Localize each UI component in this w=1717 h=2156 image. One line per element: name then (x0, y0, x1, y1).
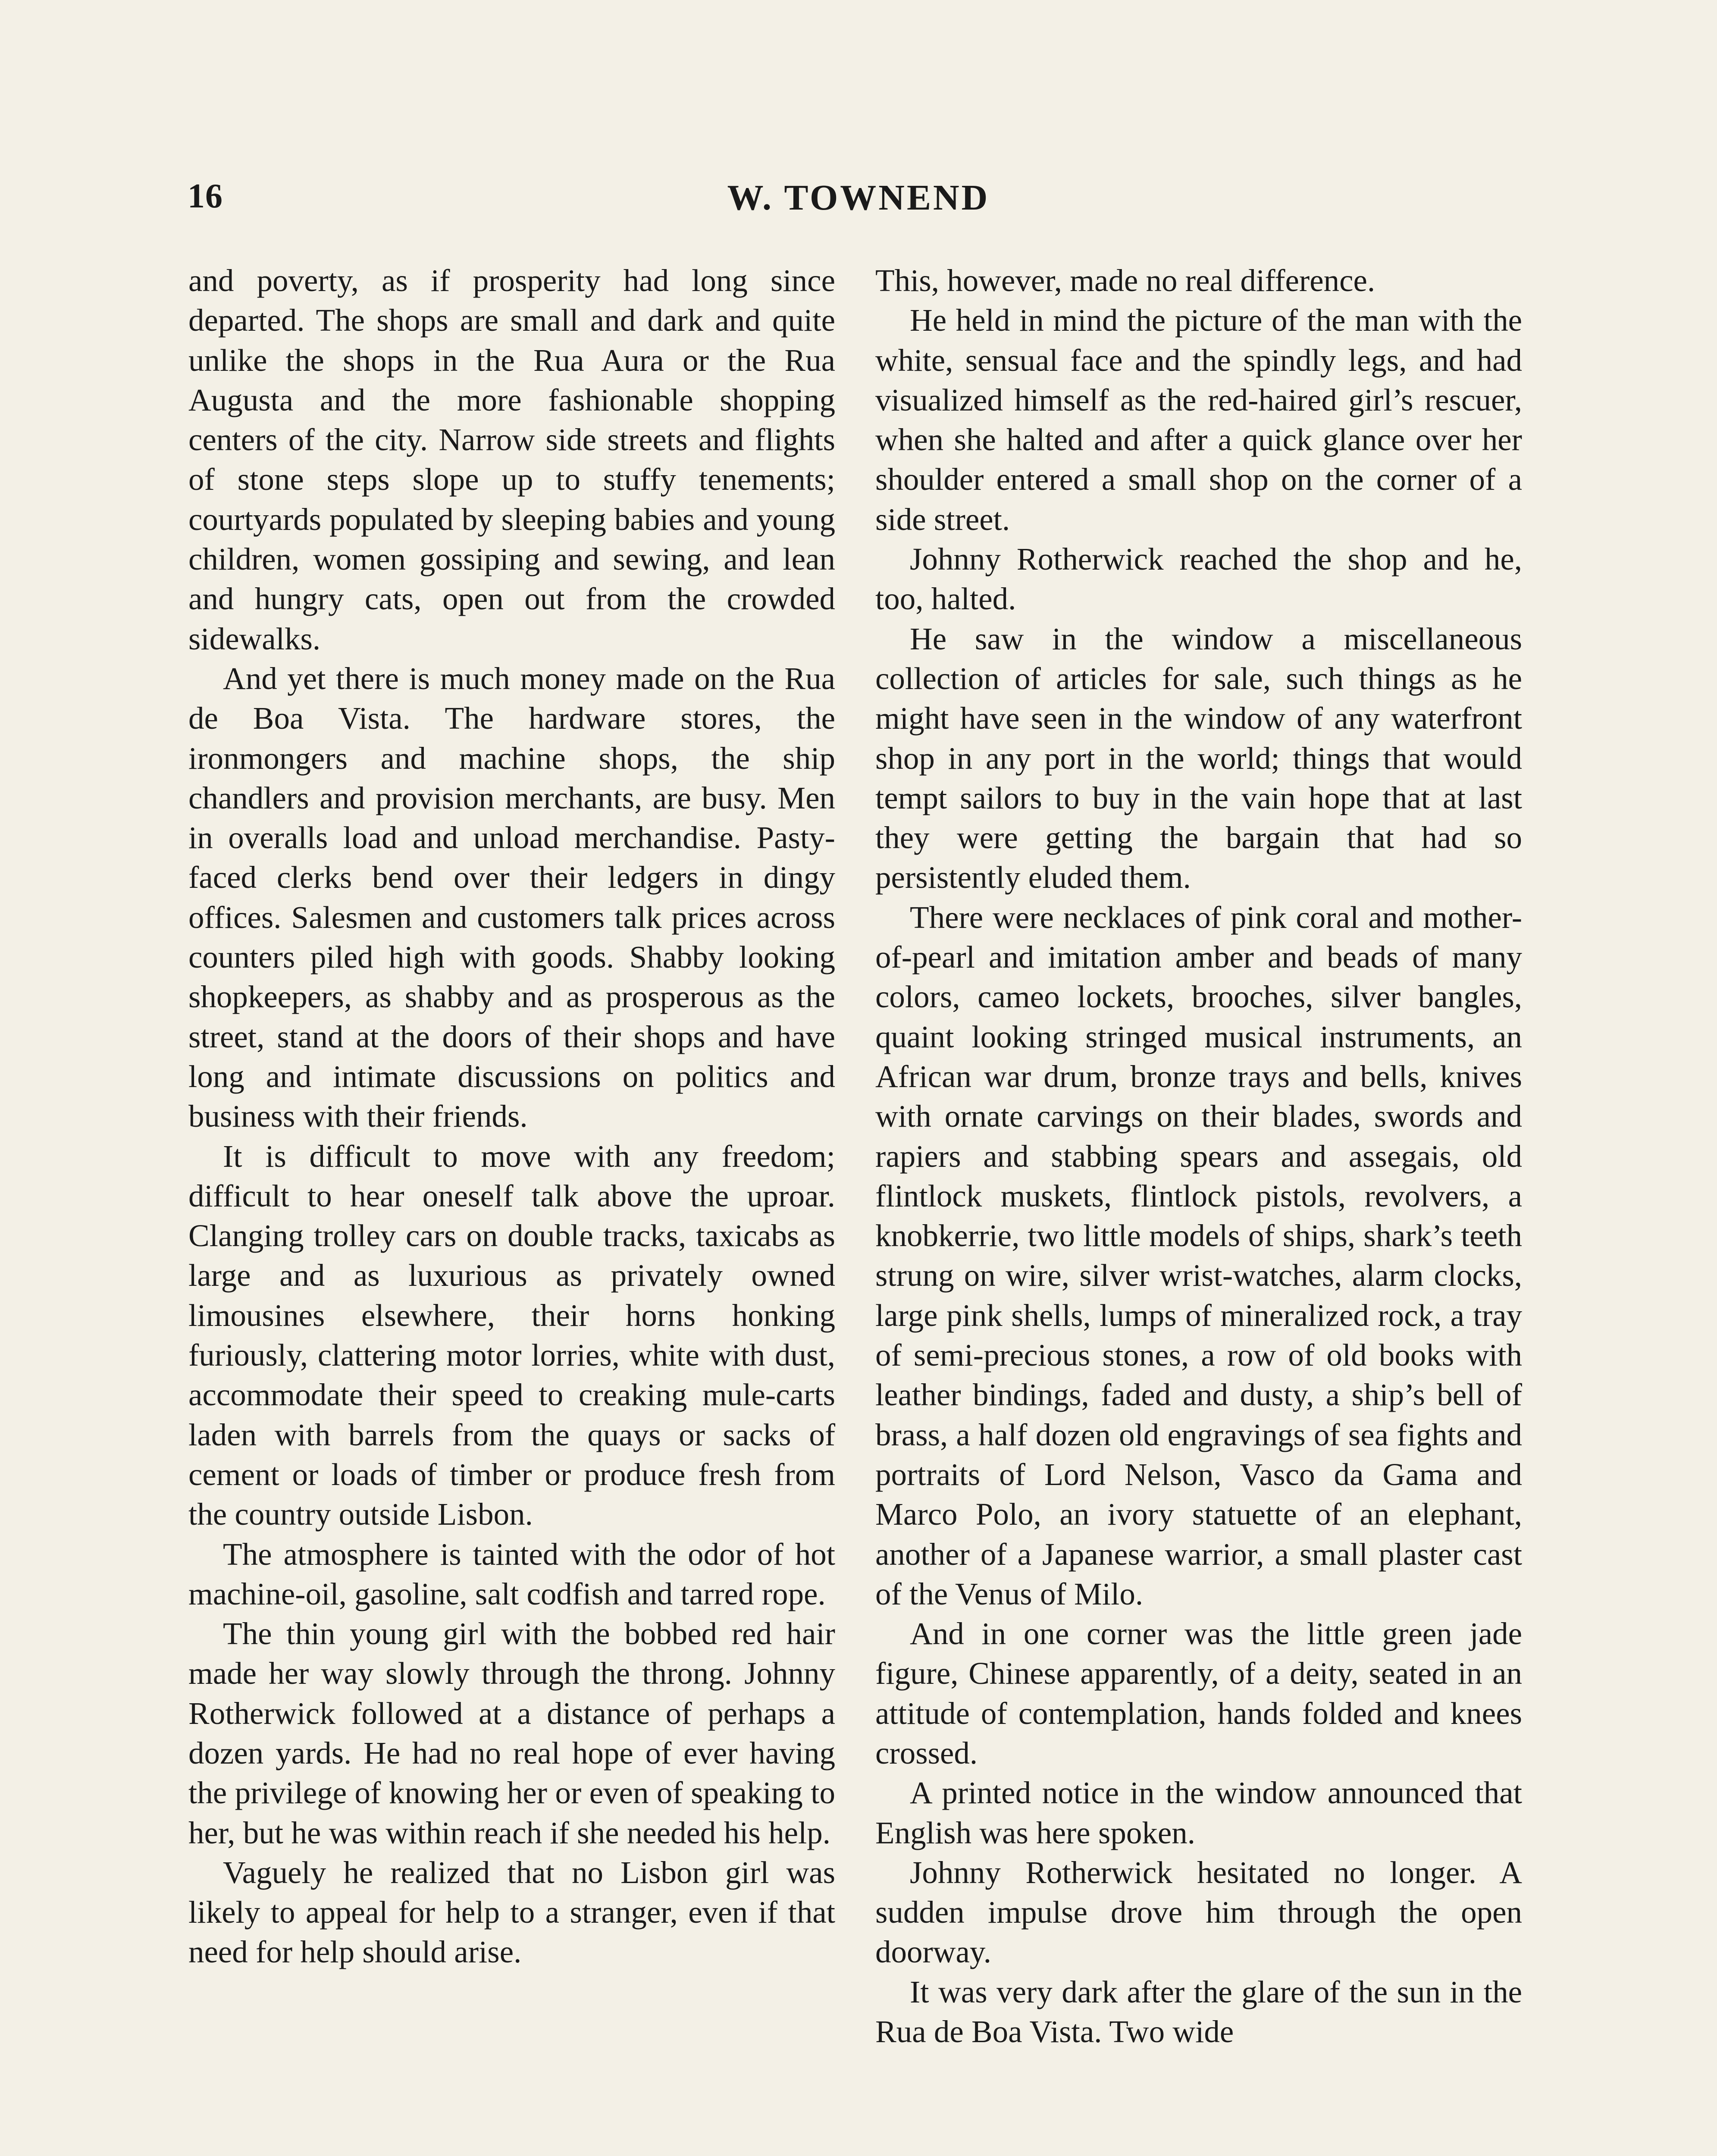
paragraph: The thin young girl with the bobbed red hair made her way slowly through the throng. Johnny Rotherwick followed at a distance of perhaps a dozen yards. He had no real hope of ever having the privilege of knowing her or even of speaking to her, but he was within reach if she needed his help. (188, 1616, 835, 1850)
paragraph: He saw in the window a miscellaneous collection of articles for sale, such things as he might have seen in the window of any waterfront shop in any port in the world; things that would tempt sailors to buy in the vain hope that at last they were getting the bargain that had so persistently eluded them. (875, 621, 1522, 895)
running-head: W. TOWNEND (727, 178, 990, 218)
paragraph: And in one corner was the little green jade figure, Chinese apparently, of a deity, seated in an attitude of contemplation, hands folded and knees crossed. (875, 1616, 1522, 1771)
paragraph: Johnny Rotherwick reached the shop and he, too, halted. (875, 542, 1522, 617)
paragraph: It is difficult to move with any freedom; difficult to hear oneself talk above the uproar. Clanging trolley cars on double tracks, taxicabs as large and as luxurious as privately owned limousines elsewhere, their horns honking furiously, clattering motor lorries, white with dust, accommodate their speed to creaking mule-carts laden with barrels from the quays or sacks of cement or loads of timber or produce fresh from the country outside Lisbon. (188, 1138, 835, 1532)
left-column (188, 261, 835, 1972)
paragraph: Johnny Rotherwick hesitated no longer. A sudden impulse drove him through the open doorway. (875, 1855, 1522, 1970)
paragraph: This, however, made no real difference. (875, 263, 1375, 298)
right-column (875, 261, 1522, 2052)
paragraph: and poverty, as if prosperity had long since departed. The shops are small and dark and quite unlike the shops in the Rua Aura or the Rua Augusta and the more fashionable shopping centers of the city. Narrow side streets and flights of stone steps slope up to stuffy tenements; courtyards populated by sleeping babies and young children, women gossiping and sewing, and lean and hungry cats, open out from the crowded sidewalks. (188, 263, 835, 656)
paragraph: The atmosphere is tainted with the odor of hot machine-oil, gasoline, salt codfish and tarred rope. (188, 1536, 835, 1611)
paragraph: Vaguely he realized that no Lisbon girl was likely to appeal for help to a stranger, even if that need for help should arise. (188, 1855, 835, 1970)
paragraph: A printed notice in the window announced that English was here spoken. (875, 1775, 1522, 1850)
paragraph: It was very dark after the glare of the sun in the Rua de Boa Vista. Two wide (875, 1974, 1522, 2049)
paragraph: And yet there is much money made on the Rua de Boa Vista. The hardware stores, the ironmongers and machine shops, the ship chandlers and provision merchants, are busy. Men in overalls load and unload merchandise. Pasty-faced clerks bend over their ledgers in dingy offices. Salesmen and customers talk prices across counters piled high with goods. Shabby looking shopkeepers, as shabby and as prosperous as the street, stand at the doors of their shops and have long and intimate discussions on politics and business with their friends. (188, 661, 835, 1134)
paragraph: There were necklaces of pink coral and mother-of-pearl and imitation amber and beads of many colors, cameo lockets, brooches, silver bangles, quaint looking stringed musical instruments, an African war drum, bronze trays and bells, knives with ornate carvings on their blades, swords and rapiers and stabbing spears and assegais, old flintlock muskets, flintlock pistols, revolvers, a knobkerrie, two little models of ships, shark’s teeth strung on wire, silver wrist-watches, alarm clocks, large pink shells, lumps of mineralized rock, a tray of semi-precious stones, a row of old books with leather bindings, faded and dusty, a ship’s bell of brass, a half dozen old engravings of sea fights and portraits of Lord Nelson, Vasco da Gama and Marco Polo, an ivory statuette of an elephant, another of a Japanese warrior, a small plaster cast of the Venus of Milo. (875, 899, 1522, 1611)
page-number: 16 (188, 177, 223, 215)
paragraph: He held in mind the picture of the man with the white, sensual face and the spindly legs, and had visualized himself as the red-haired girl’s rescuer, when she halted and after a quick glance over her shoulder entered a small shop on the corner of a side street. (875, 303, 1522, 537)
